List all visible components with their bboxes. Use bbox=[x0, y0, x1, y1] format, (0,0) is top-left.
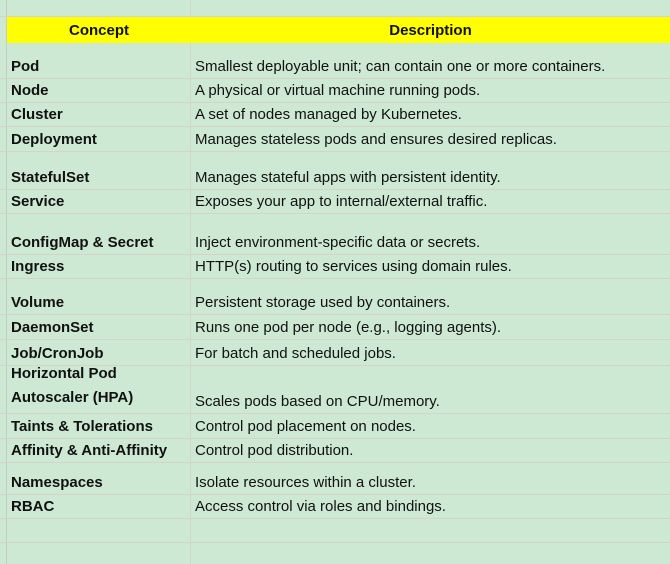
description-cell[interactable]: Manages stateful apps with persistent identity. bbox=[195, 169, 501, 186]
row-header[interactable] bbox=[0, 414, 7, 438]
empty-cell[interactable] bbox=[191, 543, 670, 564]
concept-cell[interactable]: DaemonSet bbox=[7, 315, 191, 339]
row-header[interactable] bbox=[0, 255, 7, 278]
concept-cell[interactable]: Node bbox=[7, 79, 191, 102]
concept-cell[interactable]: Namespaces bbox=[7, 463, 191, 494]
table-row[interactable] bbox=[0, 495, 670, 519]
description-cell[interactable]: Access control via roles and bindings. bbox=[195, 498, 446, 515]
empty-cell[interactable] bbox=[191, 519, 670, 542]
empty-row[interactable] bbox=[0, 0, 670, 17]
header-description[interactable]: Description bbox=[191, 17, 670, 43]
concept-cell[interactable]: Taints & Tolerations bbox=[7, 414, 191, 438]
table-row[interactable] bbox=[0, 255, 670, 279]
description-cell[interactable]: Isolate resources within a cluster. bbox=[195, 474, 416, 491]
description-cell[interactable]: For batch and scheduled jobs. bbox=[195, 345, 396, 362]
table-row[interactable] bbox=[0, 152, 670, 190]
description-cell[interactable]: HTTP(s) routing to services using domain rules. bbox=[195, 258, 512, 275]
concept-cell[interactable]: ConfigMap & Secret bbox=[7, 214, 191, 254]
row-header[interactable] bbox=[0, 495, 7, 518]
description-cell[interactable]: Manages stateless pods and ensures desired replicas. bbox=[195, 131, 557, 148]
table-row[interactable] bbox=[0, 315, 670, 340]
table-header-row[interactable] bbox=[0, 17, 670, 43]
empty-row[interactable] bbox=[0, 543, 670, 564]
concept-cell[interactable]: Affinity & Anti-Affinity bbox=[7, 439, 191, 462]
concept-line-2: Autoscaler (HPA) bbox=[11, 389, 134, 406]
header-concept[interactable]: Concept bbox=[7, 17, 191, 43]
concept-cell[interactable]: Job/CronJob bbox=[7, 340, 191, 365]
concept-cell[interactable]: Volume bbox=[7, 279, 191, 314]
table-row[interactable] bbox=[0, 127, 670, 152]
concept-cell[interactable]: StatefulSet bbox=[7, 152, 191, 189]
description-cell[interactable]: A physical or virtual machine running pods. bbox=[195, 82, 481, 99]
row-header[interactable] bbox=[0, 463, 7, 494]
row-header[interactable] bbox=[0, 103, 7, 126]
empty-cell[interactable] bbox=[7, 519, 191, 542]
table-row[interactable] bbox=[0, 190, 670, 214]
concept-cell[interactable]: Ingress bbox=[7, 255, 191, 278]
concept-cell[interactable]: RBAC bbox=[7, 495, 191, 518]
row-header[interactable] bbox=[0, 79, 7, 102]
row-header[interactable] bbox=[0, 190, 7, 213]
row-header[interactable] bbox=[0, 214, 7, 254]
empty-cell[interactable] bbox=[7, 543, 191, 564]
description-cell[interactable]: Inject environment-specific data or secrets. bbox=[195, 234, 481, 251]
concept-cell[interactable]: Cluster bbox=[7, 103, 191, 126]
concept-cell[interactable] bbox=[7, 366, 191, 413]
table-row[interactable] bbox=[0, 463, 670, 495]
description-cell[interactable]: Exposes your app to internal/external traffic. bbox=[195, 193, 488, 210]
empty-cell[interactable] bbox=[7, 0, 191, 16]
description-cell[interactable]: Runs one pod per node (e.g., logging agents). bbox=[195, 319, 502, 336]
table-row[interactable] bbox=[0, 103, 670, 127]
table-row[interactable] bbox=[0, 79, 670, 103]
row-header[interactable] bbox=[0, 279, 7, 314]
empty-cell[interactable] bbox=[191, 0, 670, 16]
row-header[interactable] bbox=[0, 43, 7, 78]
concept-cell[interactable]: Pod bbox=[7, 43, 191, 78]
row-header[interactable] bbox=[0, 127, 7, 151]
table-row[interactable] bbox=[0, 279, 670, 315]
row-header[interactable] bbox=[0, 0, 7, 16]
row-header[interactable] bbox=[0, 17, 7, 43]
row-header[interactable] bbox=[0, 519, 7, 542]
empty-row[interactable] bbox=[0, 519, 670, 543]
description-cell[interactable]: Scales pods based on CPU/memory. bbox=[195, 393, 440, 410]
row-header[interactable] bbox=[0, 315, 7, 339]
table-row[interactable] bbox=[0, 439, 670, 463]
table-row[interactable] bbox=[0, 366, 670, 414]
table-row[interactable] bbox=[0, 414, 670, 439]
description-cell[interactable]: Control pod distribution. bbox=[195, 442, 354, 459]
table-row[interactable] bbox=[0, 214, 670, 255]
row-header[interactable] bbox=[0, 340, 7, 365]
row-header[interactable] bbox=[0, 543, 7, 564]
row-header[interactable] bbox=[0, 366, 7, 413]
row-header[interactable] bbox=[0, 152, 7, 189]
row-header[interactable] bbox=[0, 439, 7, 462]
table-row[interactable] bbox=[0, 43, 670, 79]
concept-cell[interactable]: Deployment bbox=[7, 127, 191, 151]
concept-line-1: Horizontal Pod bbox=[11, 365, 117, 382]
description-cell[interactable]: A set of nodes managed by Kubernetes. bbox=[195, 106, 462, 123]
description-cell[interactable]: Persistent storage used by containers. bbox=[195, 294, 451, 311]
description-cell[interactable]: Smallest deployable unit; can contain one or more containers. bbox=[195, 58, 606, 75]
description-cell[interactable]: Control pod placement on nodes. bbox=[195, 418, 416, 435]
concept-cell[interactable]: Service bbox=[7, 190, 191, 213]
